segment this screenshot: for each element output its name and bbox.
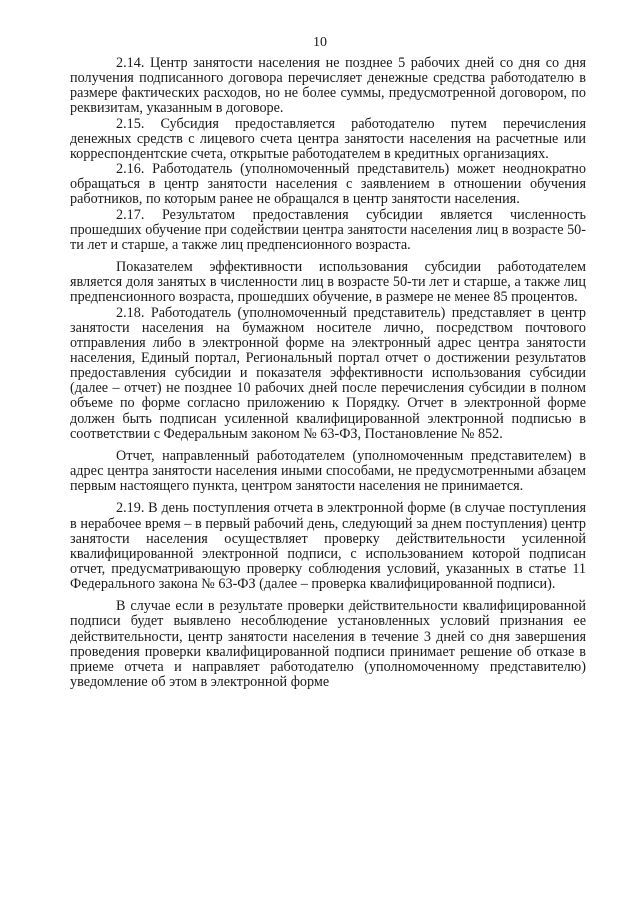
paragraph-report-other-methods: Отчет, направленный работодателем (уполномоченным представителем) в адрес центра занятости населения иными способами, не предусмотренными абзацем первым настоящего пункта, центром занятости населения не принимается. — [70, 447, 586, 495]
page-number: 10 — [313, 35, 327, 50]
paragraph-2-19: 2.19. В день поступления отчета в электронной форме (в случае поступления в нерабочее время – в первый рабочий день, следующий за днем поступления) центр занятости населения осуществляет проверку действительности усиленной квалифицированной электронной подписи, с использованием которой подписан отчет, предусматривающую проверку соблюдения условий, указанных в статье 11 Федерального закона № 63-ФЗ (далее – проверка квалифицированной подписи). — [70, 500, 586, 593]
paragraph-2-16: 2.16. Работодатель (уполномоченный представитель) может неоднократно обращаться в центр занятости населения с заявлением в отношении обучения работников, по которым ранее не обращался в центр занятости населения. — [70, 161, 586, 208]
paragraph-2-15: 2.15. Субсидия предоставляется работодателю путем перечисления денежных средств с лицевого счета центра занятости населения на расчетные или корреспондентские счета, открытые работодателем в кредитных организациях. — [70, 115, 586, 162]
paragraph-efficiency-indicator: Показателем эффективности использования субсидии работодателем является доля занятых в численности лиц в возрасте 50-ти лет и старше, а также лиц предпенсионного возраста, прошедших обучение, в размере не менее 85 процентов. — [70, 259, 586, 306]
paragraph-2-18: 2.18. Работодатель (уполномоченный представитель) представляет в центр занятости населения на бумажном носителе лично, посредством почтового отправления либо в электронной форме на электронный адрес центра занятости населения, Единый портал, Региональный портал отчет о достижении результатов предоставления субсидии и показателя эффективности использования субсидии (далее – отчет) не позднее 10 рабочих дней после перечисления субсидии в полном объеме по форме согласно приложению к Порядку. Отчет в электронной форме должен быть подписан усиленной квалифицированной электронной подписью в соответствии с Федеральным законом № 63-ФЗ, Постановление № 852. — [70, 304, 586, 442]
paragraph-signature-check-result: В случае если в результате проверки действительности квалифицированной подписи будет выявлено несоблюдение установленных условий признания ее действительности, центр занятости населения в течение 3 дней со дня завершения проведения проверки квалифицированной подписи принимает решение об отказе в приеме отчета и направляет работодателю (уполномоченному представителю) уведомление об этом в электронной форме — [70, 598, 586, 691]
paragraph-2-17: 2.17. Результатом предоставления субсидии является численность прошедших обучение при содействии центра занятости населения лиц в возрасте 50-ти лет и старше, а также лиц предпенсионного возраста. — [70, 206, 586, 253]
paragraph-2-14: 2.14. Центр занятости населения не позднее 5 рабочих дней со дня со дня получения подписанного договора перечисляет денежные средства работодателю в размере фактических расходов, но не более суммы, предусмотренной договором, по реквизитам, указанным в договоре. — [70, 55, 586, 117]
document-body — [70, 56, 586, 690]
